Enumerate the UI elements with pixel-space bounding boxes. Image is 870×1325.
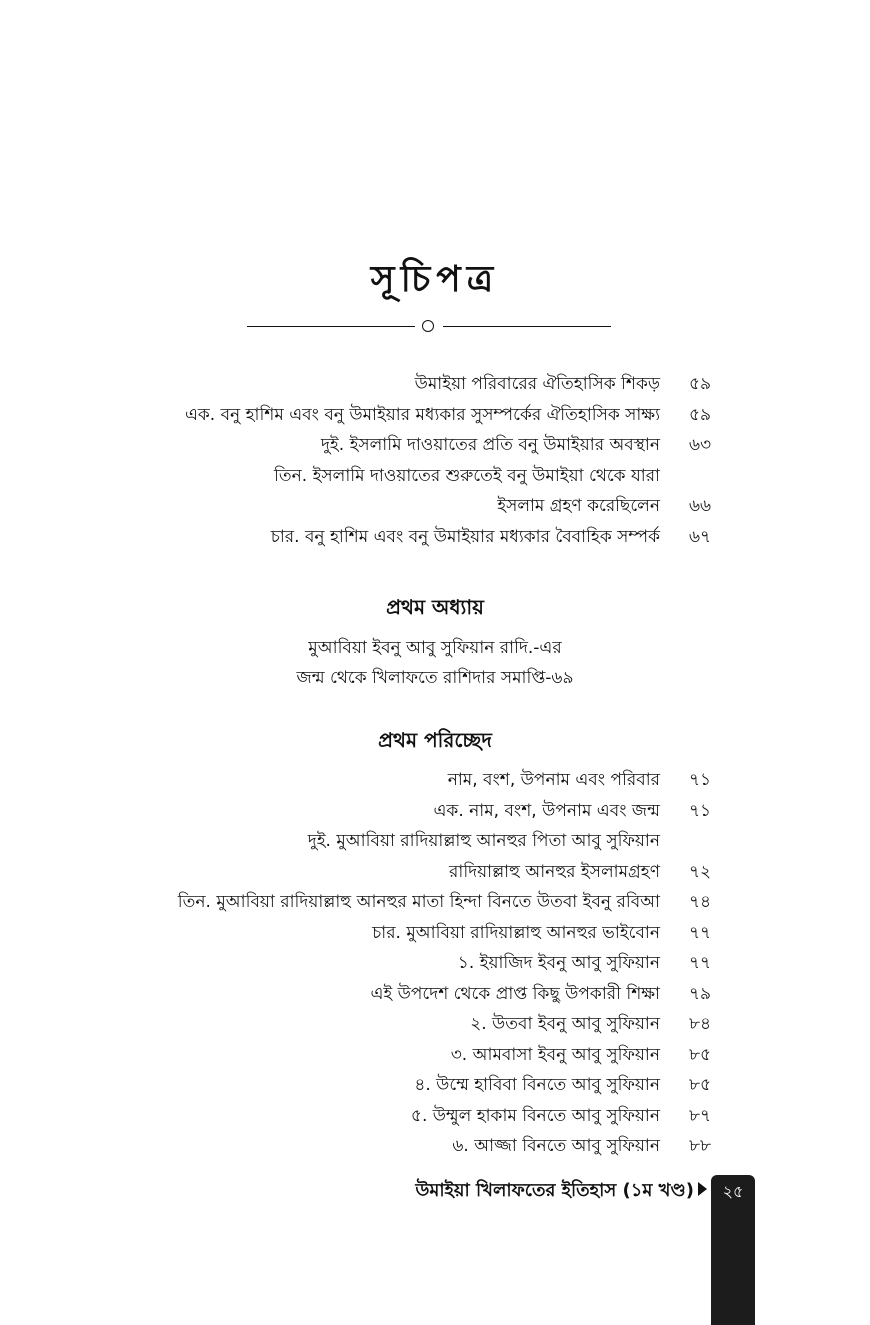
toc-entry-text: নাম, বংশ, উপনাম এবং পরিবার bbox=[447, 770, 660, 790]
footer-arrow-icon bbox=[698, 1182, 707, 1196]
toc-entry[interactable] bbox=[0, 522, 870, 553]
toc-entry-text: এক. নাম, বংশ, উপনাম এবং জন্ম bbox=[433, 800, 660, 821]
toc-entry[interactable] bbox=[0, 1040, 870, 1071]
toc-entry-text: চার. বনু হাশিম এবং বনু উমাইয়ার মধ্যকার বৈবাহিক সম্পর্ক bbox=[270, 526, 660, 547]
toc-entry-page: ৬৩ bbox=[689, 435, 712, 455]
toc-entry[interactable] bbox=[0, 796, 870, 827]
toc-entry-text: ৫. উম্মুল হাকাম বিনতে আবু সুফিয়ান bbox=[410, 1105, 660, 1126]
toc-entry-page: ৭১ bbox=[689, 800, 712, 821]
toc-entry[interactable] bbox=[0, 369, 870, 400]
divider-line-right bbox=[443, 326, 611, 327]
toc-entry-page: ৮৪ bbox=[689, 1014, 712, 1034]
toc-entry-text: ২. উতবা ইবনু আবু সুফিয়ান bbox=[470, 1014, 660, 1034]
toc-entry-text: তিন. মুআবিয়া রাদিয়াল্লাহু আনহুর মাতা হিন্দা বিনতে উতবা ইবনু রবিআ bbox=[177, 892, 660, 912]
toc-entry-text: ইসলাম গ্রহণ করেছিলেন bbox=[497, 496, 660, 516]
toc-entry-page: ৭২ bbox=[689, 861, 712, 882]
toc-entry[interactable] bbox=[0, 826, 870, 857]
toc-entry[interactable] bbox=[0, 400, 870, 431]
toc-entry-page: ৮৮ bbox=[689, 1136, 712, 1156]
page-title: সূচিপত্র bbox=[370, 259, 500, 300]
toc-entry-page: ৫৯ bbox=[689, 404, 712, 425]
toc-entry-text: দুই. ইসলামি দাওয়াতের প্রতি বনু উমাইয়ার অবস্থান bbox=[320, 435, 660, 455]
footer-book-title: উমাইয়া খিলাফতের ইতিহাস (১ম খণ্ড) bbox=[415, 1180, 694, 1201]
divider-circle-ornament bbox=[422, 320, 434, 332]
toc-entry-text: চার. মুআবিয়া রাদিয়াল্লাহু আনহুর ভাইবোন bbox=[372, 922, 660, 943]
toc-entry-text: উমাইয়া পরিবারের ঐতিহাসিক শিকড় bbox=[414, 374, 660, 394]
toc-entry-text: রাদিয়াল্লাহু আনহুর ইসলামগ্রহণ bbox=[449, 861, 660, 882]
toc-entry-text: দুই. মুআবিয়া রাদিয়াল্লাহু আনহুর পিতা আবু সুফিয়ান bbox=[307, 831, 660, 851]
chapter-heading: প্রথম অধ্যায় bbox=[386, 595, 484, 619]
toc-entry-text: এই উপদেশ থেকে প্রাপ্ত কিছু উপকারী শিক্ষা bbox=[370, 983, 660, 1004]
toc-entry-page: ৮৭ bbox=[689, 1105, 712, 1126]
toc-entry-page: ৫৯ bbox=[689, 374, 712, 394]
toc-entry[interactable] bbox=[0, 1131, 870, 1162]
section-heading: প্রথম পরিচ্ছেদ bbox=[378, 728, 492, 752]
toc-entry-page: ৬৭ bbox=[689, 526, 712, 547]
toc-entry[interactable] bbox=[0, 918, 870, 949]
toc-entry[interactable] bbox=[0, 857, 870, 888]
section-toc-list bbox=[0, 765, 870, 1162]
toc-entry[interactable] bbox=[0, 461, 870, 492]
toc-entry-text: ৬. আজ্জা বিনতে আবু সুফিয়ান bbox=[452, 1136, 660, 1156]
divider-line-left bbox=[247, 326, 415, 327]
title-divider bbox=[247, 317, 611, 337]
toc-entry[interactable] bbox=[0, 887, 870, 918]
toc-entry-page: ৭১ bbox=[689, 770, 712, 790]
toc-entry-page: ৮৫ bbox=[689, 1044, 712, 1065]
toc-entry-page: ৭৯ bbox=[689, 983, 712, 1004]
intro-toc-list bbox=[0, 369, 870, 552]
toc-entry[interactable] bbox=[0, 491, 870, 522]
toc-entry-page: ৬৬ bbox=[689, 496, 712, 516]
chapter-subtitle-line1: মুআবিয়া ইবনু আবু সুফিয়ান রাদি.-এর bbox=[308, 638, 562, 658]
toc-entry[interactable] bbox=[0, 1101, 870, 1132]
chapter-subtitle-line2: জন্ম থেকে খিলাফতে রাশিদার সমাপ্তি-৬৯ bbox=[296, 668, 574, 688]
toc-entry[interactable] bbox=[0, 948, 870, 979]
toc-entry-text: ৪. উম্মে হাবিবা বিনতে আবু সুফিয়ান bbox=[414, 1075, 660, 1095]
toc-entry-text: ৩. আমবাসা ইবনু আবু সুফিয়ান bbox=[450, 1044, 660, 1065]
toc-entry[interactable] bbox=[0, 1070, 870, 1101]
toc-entry-text: তিন. ইসলামি দাওয়াতের শুরুতেই বনু উমাইয়া থেকে যারা bbox=[274, 465, 660, 486]
toc-entry[interactable] bbox=[0, 430, 870, 461]
toc-entry[interactable] bbox=[0, 979, 870, 1010]
toc-entry-page: ৭৭ bbox=[689, 922, 712, 943]
page-number: ২৫ bbox=[722, 1182, 744, 1201]
page-number-tab bbox=[711, 1175, 755, 1325]
toc-entry[interactable] bbox=[0, 765, 870, 796]
toc-entry-page: ৭৪ bbox=[689, 892, 712, 912]
toc-entry[interactable] bbox=[0, 1009, 870, 1040]
toc-entry-page: ৮৫ bbox=[689, 1075, 712, 1095]
toc-entry-text: ১. ইয়াজিদ ইবনু আবু সুফিয়ান bbox=[457, 953, 660, 973]
toc-entry-page: ৭৭ bbox=[689, 953, 712, 973]
toc-entry-text: এক. বনু হাশিম এবং বনু উমাইয়ার মধ্যকার সুসম্পর্কের ঐতিহাসিক সাক্ষ্য bbox=[184, 404, 660, 425]
